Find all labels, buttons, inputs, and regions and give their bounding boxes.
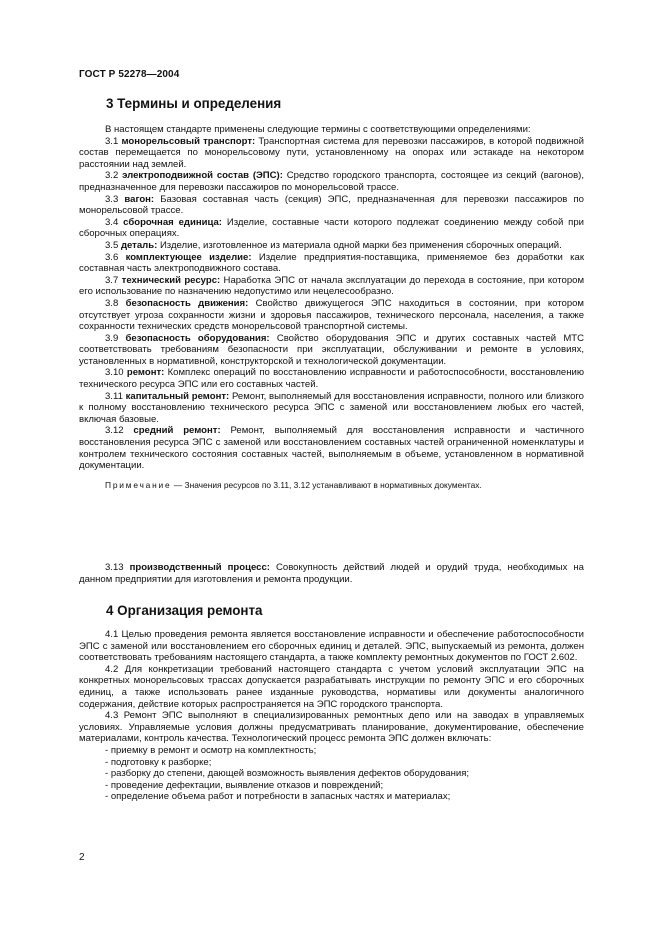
term-definition: Наработка ЭПС от начала эксплуатации до перехода в состояние, при котором его использование по назначению недопустимо или нецелесообразно. (79, 274, 585, 298)
term-name: монорельсовый транспорт: (121, 135, 256, 147)
list-item: - проведение дефектации, выявление отказов и повреждений; (105, 779, 384, 791)
procedure-list (79, 745, 584, 803)
term-name: ремонт: (126, 367, 165, 379)
term-definition: Средство городского транспорта, состоящее из секций (вагонов), предназначенное для перевозки пассажиров по монорельсовой трассе. (79, 170, 585, 193)
term-definition: Изделие предприятия-поставщика, применяемое без доработки как составная часть электроподвижного состава. (79, 251, 585, 275)
section-4-paragraph: 4.3 Ремонт ЭПС выполняют в специализированных ремонтных депо или на заводах в управляемых условиях. Управляемые условия должны предусматривать планирование, документирование, обеспечение материалами, контроль качества. Технологический процесс ремонта ЭПС должен включать: (79, 710, 584, 745)
list-item: - разборку до степени, дающей возможность выявления дефектов оборудования; (105, 768, 470, 780)
section-3-title: 3 Термины и определения (106, 96, 282, 111)
term-item (79, 252, 584, 275)
term-definition: Изделие, изготовленное из материала одной марки без применения сборочных операций. (159, 239, 562, 251)
term-item (79, 217, 584, 240)
term-item (79, 170, 584, 193)
term-name: деталь: (120, 239, 158, 251)
section-4-paragraph: 4.2 Для конкретизации требований настоящего стандарта с учетом условий эксплуатации ЭПС на конкретных монорельсовых трассах допускается разрабатывать инструкции по ремонту ЭПС и его сборочных единиц, а также использовать ранее изданные руководства, нормативы или документы аналогичного содержания, действие которых распространяется на ЭПС городского транспорта. (79, 663, 584, 710)
term-definition: Свойство движущегося ЭПС находиться в состоянии, при котором отсутствует угроза сохранности жизни и здоровья пассажиров, технического персонала, населения, а также сохранности технических средств монорельсовой транспортной системы. (79, 297, 584, 333)
section-4-body (79, 629, 584, 803)
term-number: 3.6 (105, 251, 119, 263)
section-4-paragraph: 4.1 Целью проведения ремонта является восстановление исправности и обеспечение работоспособности ЭПС с заменой или восстановлением его сборочных единиц и деталей. ЭПС, выпускаемый из ремонта, должен соответствовать требованиям настоящего стандарта, а также комплекту ремонтных документов по ГОСТ 2.602. (79, 629, 584, 664)
term-number: 3.10 (105, 367, 124, 379)
term-name: комплектующее изделие: (125, 251, 252, 263)
term-number: 3.2 (105, 170, 119, 182)
page-number: 2 (79, 852, 85, 863)
term-definition: Транспортная система для перевозки пассажиров, в которой подвижной состав перемещается по монорельсовому пути, установленному на опорах или эстакаде на некотором расстоянии над землей. (79, 135, 584, 170)
term-item (79, 333, 584, 368)
term-number: 3.5 (105, 239, 119, 251)
term-3-13 (79, 562, 584, 585)
term-definition: Базовая составная часть (секция) ЭПС, предназначенная для перевозки пассажиров по монорельсовой трассе. (79, 193, 584, 217)
term-number: 3.8 (105, 297, 119, 309)
term-number: 3.9 (105, 332, 119, 344)
term-name: средний ремонт: (133, 425, 221, 437)
section-3-intro: В настоящем стандарте применены следующие термины с соответствующими определениями: (105, 124, 531, 135)
term-name: производственный процесс: (129, 562, 270, 573)
term-item (79, 240, 584, 252)
term-item (79, 275, 584, 298)
section-3-continued (79, 562, 584, 585)
term-number: 3.4 (105, 216, 119, 228)
term-item (79, 194, 584, 217)
term-number: 3.1 (105, 135, 119, 147)
term-name: вагон: (124, 193, 155, 205)
section-4-paragraphs (79, 629, 584, 745)
term-definition: Изделие, составные части которого подлежат соединению между собой при сборочных операциях. (79, 216, 584, 240)
term-item (79, 298, 584, 333)
term-item (79, 136, 584, 171)
term-definition: Свойство оборудования ЭПС и других составных частей МТС соответствовать требованиям безопасности при эксплуатации, обслуживании и ремонте в условиях, установленных в нормативной, конструкторской и технологической документации. (79, 332, 585, 367)
note-label: Примечание (105, 479, 172, 490)
term-number: 3.13 (105, 562, 124, 573)
list-item: - подготовку к разборке; (105, 756, 212, 768)
term-item (79, 367, 584, 390)
term-name: электроподвижной состав (ЭПС): (122, 170, 283, 182)
list-item: - приемку в ремонт и осмотр на комплектность; (105, 744, 317, 756)
section-4-title: 4 Организация ремонта (106, 603, 263, 618)
document-header: ГОСТ Р 52278—2004 (79, 69, 180, 80)
term-number: 3.11 (105, 390, 123, 402)
term-name: безопасность оборудования: (125, 332, 270, 344)
term-number: 3.3 (105, 193, 119, 205)
term-item (79, 391, 584, 426)
terms-list (79, 136, 584, 492)
term-name: капитальный ремонт: (125, 390, 230, 402)
note-text: — Значения ресурсов по 3.11, 3.12 устанавливают в нормативных документах. (171, 479, 482, 490)
section-3-body (79, 124, 584, 497)
term-name: сборочная единица: (123, 216, 222, 228)
term-number: 3.12 (105, 425, 124, 437)
term-item (79, 425, 584, 471)
note (79, 480, 584, 492)
term-name: технический ресурс: (121, 274, 221, 286)
term-definition: Ремонт, выполняемый для восстановления исправности, полного или близкого к полному восстановлению технического ресурса ЭПС с заменой или восстановлением любых его частей, включая базовые. (79, 390, 584, 425)
term-number: 3.7 (105, 274, 119, 286)
list-item: - определение объема работ и потребности в запасных частях и материалах; (105, 791, 451, 803)
term-definition: Ремонт, выполняемый для восстановления исправности и частичного восстановления ресурса ЭПС с заменой или восстановлением составных частей ограниченной номенклатуры и контролем технического состояния составных частей, выполняемым в объеме, установленном в нормативной документации. (79, 425, 585, 472)
term-definition: Совокупность действий людей и орудий труда, необходимых на данном предприятии для изготовления и ремонта продукции. (79, 562, 584, 585)
term-definition: Комплекс операций по восстановлению исправности и работоспособности, восстановлению технического ресурса ЭПС или его составных частей. (79, 367, 585, 391)
term-name: безопасность движения: (125, 297, 249, 309)
